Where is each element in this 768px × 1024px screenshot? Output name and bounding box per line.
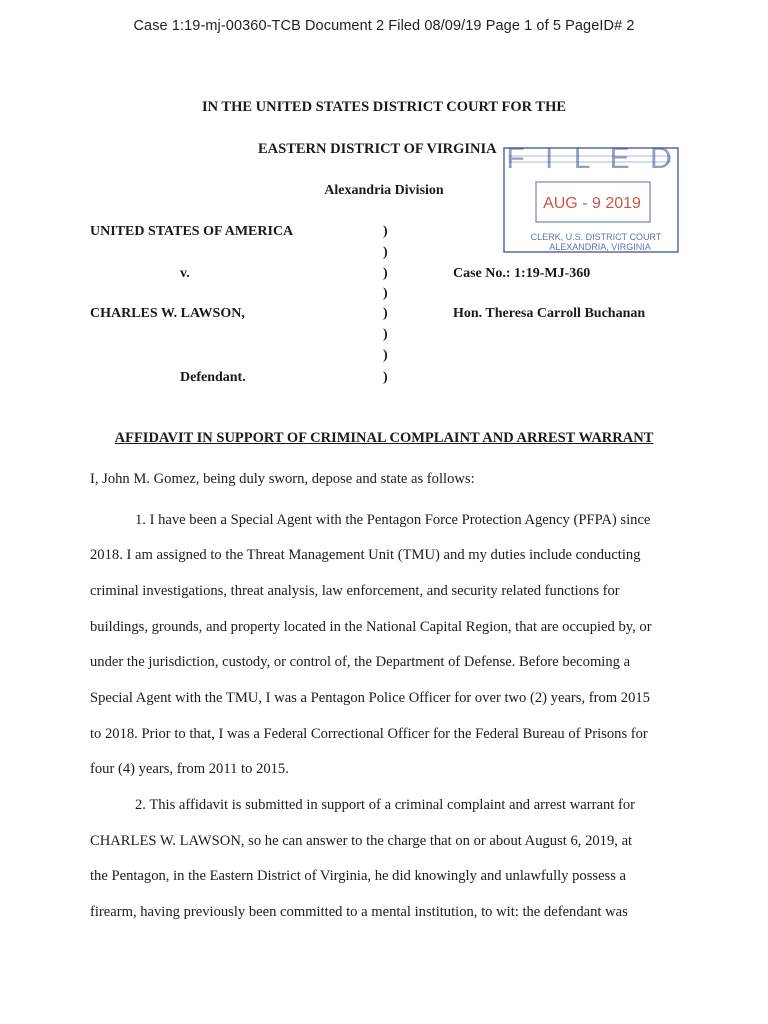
caption-paren: ) <box>383 286 388 301</box>
stamp-filed-letters: F I L E D <box>506 142 678 175</box>
caption-defendant-label: Defendant. <box>180 370 246 385</box>
court-division: Alexandria Division <box>324 183 444 198</box>
caption-paren: ) <box>383 370 388 385</box>
judge-name: Hon. Theresa Carroll Buchanan <box>453 306 646 321</box>
affidavit-title: AFFIDAVIT IN SUPPORT OF CRIMINAL COMPLAINT AND ARREST WARRANT <box>114 430 654 446</box>
stamp-date: AUG - 9 2019 <box>543 195 641 212</box>
court-name-line2: EASTERN DISTRICT OF VIRGINIA <box>258 141 497 157</box>
document-header: Case 1:19-mj-00360-TCB Document 2 Filed 08/09/19 Page 1 of 5 PageID# 2 <box>133 18 635 34</box>
caption-paren: ) <box>383 348 388 363</box>
body-line: criminal investigations, threat analysis, law enforcement, and security related functions for <box>90 583 620 599</box>
body-line: Special Agent with the TMU, I was a Pentagon Police Officer for over two (2) years, from 2015 <box>90 690 650 706</box>
caption-paren: ) <box>383 245 388 260</box>
filed-stamp <box>500 138 684 262</box>
body-line: CHARLES W. LAWSON, so he can answer to the charge that on or about August 6, 2019, at <box>90 833 633 849</box>
body-line: 2018. I am assigned to the Threat Management Unit (TMU) and my duties include conducting <box>90 547 641 563</box>
caption-paren: ) <box>383 306 388 321</box>
body-line: to 2018. Prior to that, I was a Federal Correctional Officer for the Federal Bureau of Prisons for <box>90 726 648 742</box>
caption-paren: ) <box>383 266 388 281</box>
body-line: 2. This affidavit is submitted in support of a criminal complaint and arrest warrant for <box>135 797 635 813</box>
filed-stamp-graphic <box>500 138 684 262</box>
caption-plaintiff: UNITED STATES OF AMERICA <box>90 224 294 239</box>
caption-defendant-name: CHARLES W. LAWSON, <box>90 306 245 321</box>
body-line: the Pentagon, in the Eastern District of Virginia, he did knowingly and unlawfully possess a <box>90 868 627 884</box>
body-line: four (4) years, from 2011 to 2015. <box>90 761 289 777</box>
body-line: buildings, grounds, and property located in the National Capital Region, that are occupied by, or <box>90 619 652 635</box>
caption-paren: ) <box>383 327 388 342</box>
case-number: Case No.: 1:19-MJ-360 <box>453 266 591 281</box>
body-line: under the jurisdiction, custody, or control of, the Department of Defense. Before becoming a <box>90 654 631 670</box>
court-name-line1: IN THE UNITED STATES DISTRICT COURT FOR THE <box>201 99 567 115</box>
caption-paren: ) <box>383 224 388 239</box>
body-line: 1. I have been a Special Agent with the Pentagon Force Protection Agency (PFPA) since <box>135 512 651 528</box>
caption-versus: v. <box>180 266 190 281</box>
stamp-clerk-line2: ALEXANDRIA, VIRGINIA <box>549 242 651 252</box>
body-line: firearm, having previously been committed to a mental institution, to wit: the defendant was <box>90 904 628 920</box>
body-line: I, John M. Gomez, being duly sworn, depose and state as follows: <box>90 471 475 487</box>
stamp-clerk-line1: CLERK, U.S. DISTRICT COURT <box>530 232 662 242</box>
